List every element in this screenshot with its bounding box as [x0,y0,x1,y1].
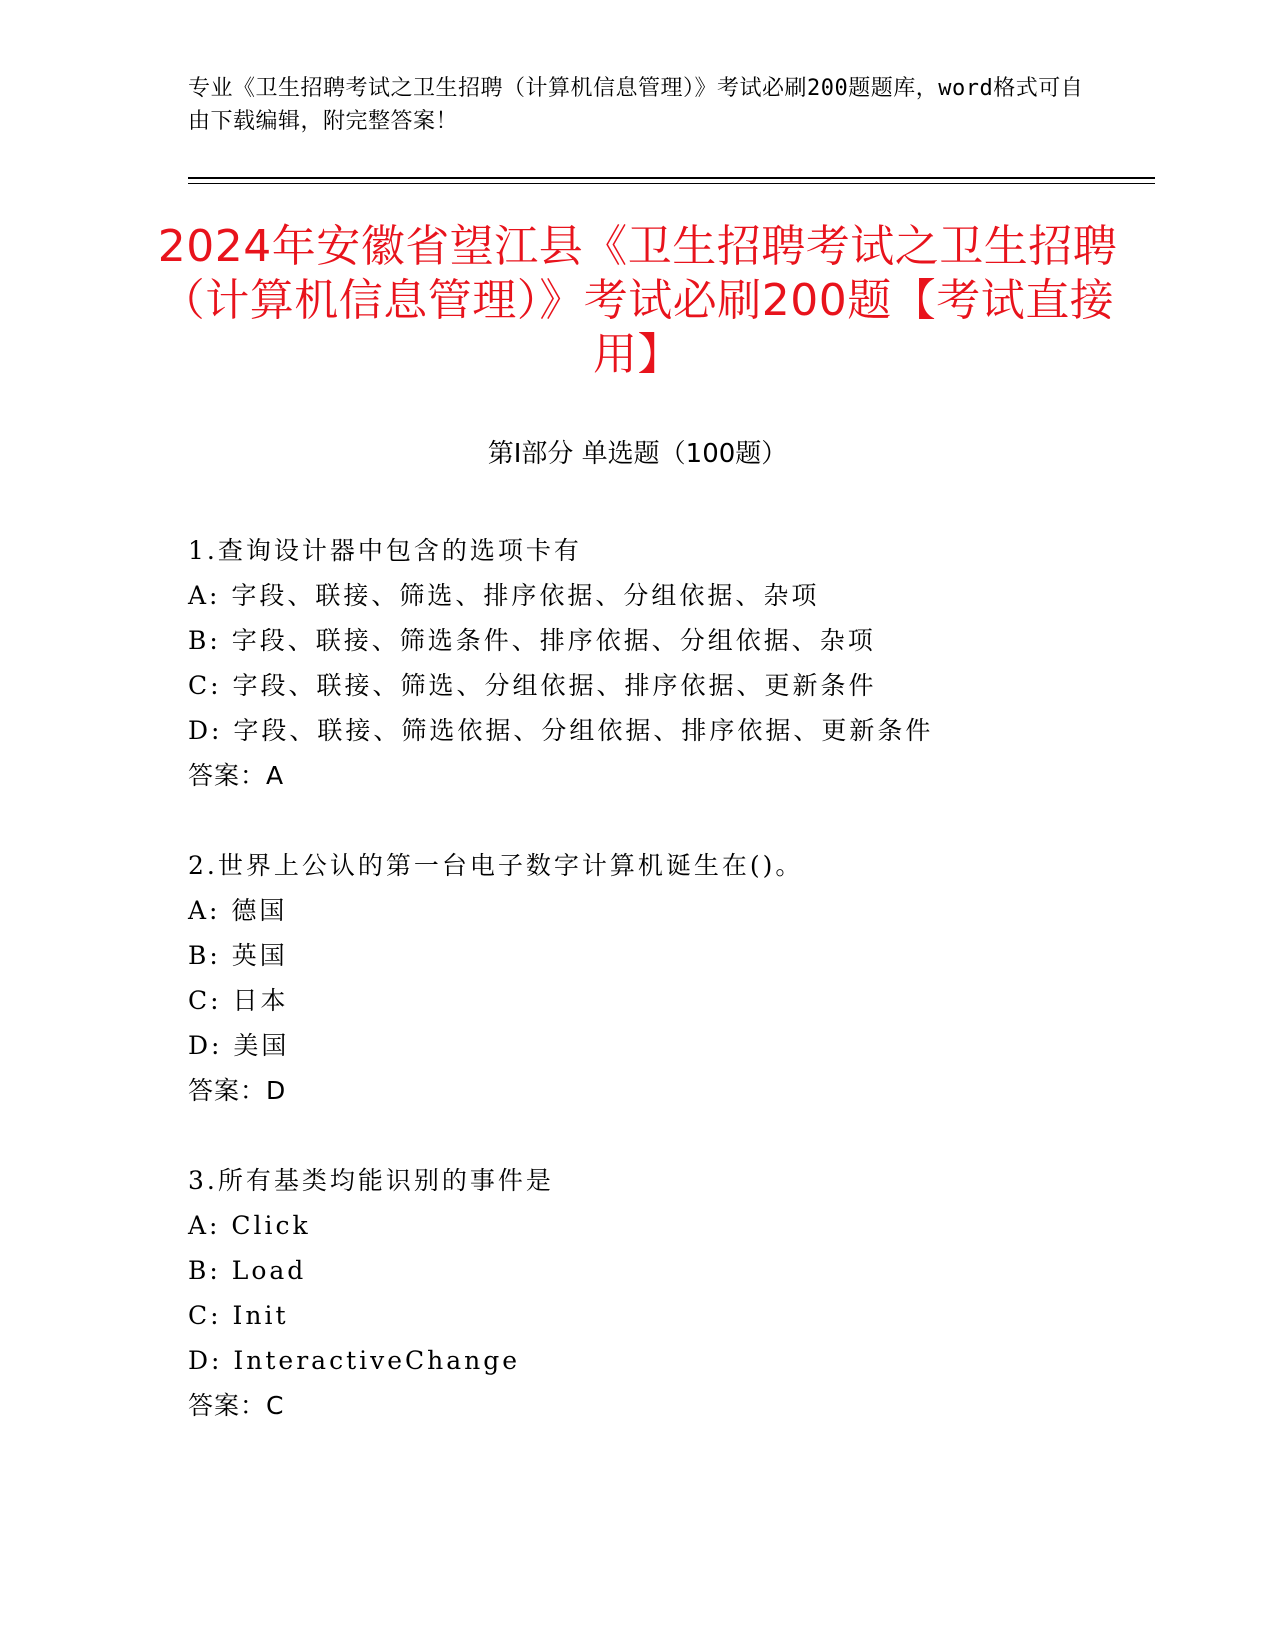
header-note: 专业《卫生招聘考试之卫生招聘（计算机信息管理）》考试必刷200题题库，word格式可自由下载编辑，附完整答案！ [188,76,1084,134]
option-b: B: 字段、联接、筛选条件、排序依据、分组依据、杂项 [188,626,876,655]
question-stem: 1.查询设计器中包含的选项卡有 [188,536,582,565]
option-a: A: 德国 [188,896,288,925]
option-a: A: Click [188,1211,311,1240]
section-heading: 第Ⅰ部分 单选题（100题） [487,439,788,469]
option-b: B: 英国 [188,941,288,970]
question-1 [188,528,1138,798]
option-b: B: Load [188,1256,307,1285]
answer: 答案：D [188,1076,287,1105]
option-c: C: Init [188,1301,289,1330]
question-stem: 3.所有基类均能识别的事件是 [188,1166,554,1195]
question-list [188,528,1138,1473]
option-d: D: 字段、联接、筛选依据、分组依据、排序依据、更新条件 [188,716,934,745]
answer: 答案：C [188,1391,285,1420]
question-2 [188,843,1138,1113]
option-d: D: InteractiveChange [188,1346,521,1375]
document-title: 2024年安徽省望江县《卫生招聘考试之卫生招聘（计算机信息管理）》考试必刷200题【考试直接用】 [157,221,1118,380]
option-d: D: 美国 [188,1031,290,1060]
option-c: C: 字段、联接、筛选、分组依据、排序依据、更新条件 [188,671,877,700]
option-a: A: 字段、联接、筛选、排序依据、分组依据、杂项 [188,581,820,610]
option-c: C: 日本 [188,986,289,1015]
question-3 [188,1158,1138,1428]
question-stem: 2.世界上公认的第一台电子数字计算机诞生在()。 [188,851,804,880]
header-divider-thin [188,183,1155,184]
header-divider-thick [188,177,1155,179]
answer: 答案：A [188,761,285,790]
